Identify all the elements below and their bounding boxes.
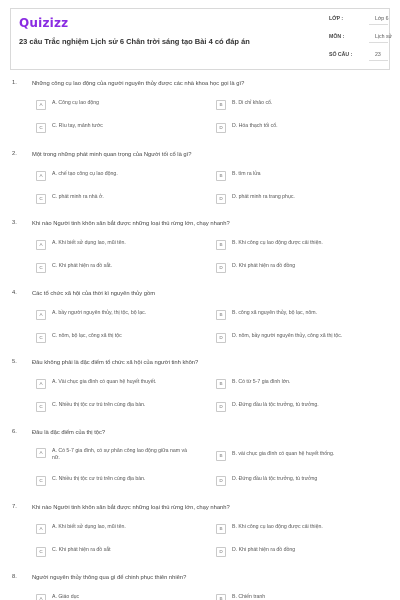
option-b[interactable] xyxy=(216,592,374,600)
option-text: B. tìm ra lửa xyxy=(232,171,261,177)
option-letter: C xyxy=(36,194,46,204)
option-text: C. phát minh ra nhà ở. xyxy=(52,194,104,200)
question-text: Đâu là đặc điểm của thị tộc? xyxy=(32,430,106,436)
option-letter: D xyxy=(216,333,226,343)
option-letter: D xyxy=(216,547,226,557)
option-letter: B xyxy=(216,594,226,600)
option-a[interactable] xyxy=(36,377,194,391)
option-text: B. Chiến tranh xyxy=(232,594,266,600)
option-a[interactable] xyxy=(36,522,194,536)
option-text: A. Khi biết sử dụng lao, mũi tên. xyxy=(52,240,126,246)
option-b[interactable] xyxy=(216,449,374,463)
option-text: C. nôm, bộ lạc, công xã thị tộc xyxy=(52,333,122,339)
option-a[interactable] xyxy=(36,98,194,112)
option-letter: B xyxy=(216,451,226,461)
option-text: D. Đứng đầu là tộc trưởng, tù trưởng xyxy=(232,476,318,482)
option-c[interactable] xyxy=(36,192,194,206)
option-text: C. Rìu tay, mảnh tước xyxy=(52,123,103,129)
question-number: 8. xyxy=(12,574,17,580)
option-text: A. Khi biết sử dụng lao, mũi tên. xyxy=(52,524,126,530)
option-text: B. Di chỉ khảo cổ. xyxy=(232,100,273,106)
worksheet-meta xyxy=(329,9,393,70)
meta-subject-value: Lịch sử xyxy=(375,34,393,40)
option-text: C. Nhiều thị tộc cư trú trên cùng địa bàn. xyxy=(52,402,146,408)
option-a[interactable] xyxy=(36,308,194,322)
option-b[interactable] xyxy=(216,308,374,322)
option-letter: B xyxy=(216,100,226,110)
option-letter: B xyxy=(216,524,226,534)
option-d[interactable] xyxy=(216,474,374,488)
option-text: A. Giáo dục xyxy=(52,594,80,600)
option-letter: A xyxy=(36,310,46,320)
meta-class-value: Lớp 6 xyxy=(375,16,389,22)
option-b[interactable] xyxy=(216,377,374,391)
option-a[interactable] xyxy=(36,238,194,252)
question-text: Những công cụ lao động của người nguyên thủy được các nhà khoa học gọi là gì? xyxy=(32,81,245,87)
question-number: 3. xyxy=(12,220,17,226)
quizizz-logo: Quizizz xyxy=(19,16,69,30)
meta-subject-label: MÔN : xyxy=(329,34,345,40)
option-text: B. Có từ 5-7 gia đình lớn. xyxy=(232,379,291,385)
meta-count-value: 23 xyxy=(375,52,381,58)
option-letter: A xyxy=(36,524,46,534)
question-4 xyxy=(0,290,400,362)
question-5 xyxy=(0,359,400,431)
question-7 xyxy=(0,504,400,576)
option-d[interactable] xyxy=(216,192,374,206)
option-text: A. bầy người nguyên thủy, thị tộc, bộ lạc. xyxy=(52,310,147,316)
meta-divider xyxy=(369,42,388,43)
option-b[interactable] xyxy=(216,238,374,252)
meta-count-label: SỐ CÂU : xyxy=(329,52,353,58)
option-letter: B xyxy=(216,379,226,389)
option-c[interactable] xyxy=(36,331,194,345)
option-c[interactable] xyxy=(36,121,194,135)
question-number: 4. xyxy=(12,290,17,296)
option-letter: C xyxy=(36,476,46,486)
option-text: B. vài chục gia đình có quan hệ huyết thống. xyxy=(232,451,335,457)
question-text: Người nguyên thủy thông qua gì để chinh phục thiên nhiên? xyxy=(32,575,187,581)
option-letter: B xyxy=(216,171,226,181)
option-text: C. Khi phát hiện ra đồ sắt. xyxy=(52,263,112,269)
option-text: C. Khi phát hiện ra đồ sắt xyxy=(52,547,111,553)
question-text: Một trong những phát minh quan trọng của Người tối cổ là gì? xyxy=(32,152,192,158)
option-text: A. Công cụ lao động xyxy=(52,100,100,106)
option-letter: D xyxy=(216,476,226,486)
question-text: Khi nào Người tinh khôn săn bắt được những loại thú rừng lớn, chạy nhanh? xyxy=(32,505,230,511)
option-d[interactable] xyxy=(216,261,374,275)
question-6 xyxy=(0,429,400,501)
option-letter: B xyxy=(216,240,226,250)
meta-class-row xyxy=(329,12,390,26)
option-letter: A xyxy=(36,594,46,600)
option-a[interactable] xyxy=(36,592,194,600)
option-b[interactable] xyxy=(216,98,374,112)
option-d[interactable] xyxy=(216,545,374,559)
option-text: D. phát minh ra trang phục. xyxy=(232,194,295,200)
option-text: C. Nhiều thị tộc cư trú trên cùng địa bàn. xyxy=(52,476,146,482)
option-c[interactable] xyxy=(36,261,194,275)
option-d[interactable] xyxy=(216,400,374,414)
option-letter: B xyxy=(216,310,226,320)
option-text: A. chế tạo công cụ lao động. xyxy=(52,171,118,177)
option-text: D. nôm, bầy người nguyên thủy, công xã thị tộc. xyxy=(232,333,343,339)
option-b[interactable] xyxy=(216,522,374,536)
option-text: D. Đứng đầu là tộc trưởng, tù trưởng. xyxy=(232,402,319,408)
question-number: 7. xyxy=(12,504,17,510)
option-text: B. Khi công cụ lao động được cải thiện. xyxy=(232,240,323,246)
option-letter: A xyxy=(36,171,46,181)
question-text: Đâu không phải là đặc điểm tổ chức xã hội của người tinh khôn? xyxy=(32,360,199,366)
question-2 xyxy=(0,151,400,223)
question-1 xyxy=(0,80,400,152)
question-8 xyxy=(0,574,400,600)
question-text: Các tổ chức xã hội của thời kì nguyên thủy gồm xyxy=(32,291,156,297)
meta-count-row xyxy=(329,48,390,62)
option-c[interactable] xyxy=(36,545,194,559)
option-text: D. Khi phát hiện ra đồ đồng xyxy=(232,263,296,269)
option-letter: D xyxy=(216,263,226,273)
meta-divider xyxy=(369,60,388,61)
option-text: A. Vài chục gia đình có quan hệ huyết thuyết. xyxy=(52,379,157,385)
option-c[interactable] xyxy=(36,474,194,488)
option-letter: D xyxy=(216,123,226,133)
option-d[interactable] xyxy=(216,331,374,345)
question-number: 5. xyxy=(12,359,17,365)
question-number: 2. xyxy=(12,151,17,157)
option-letter: A xyxy=(36,379,46,389)
option-a[interactable] xyxy=(36,169,194,183)
option-letter: A xyxy=(36,100,46,110)
option-letter: C xyxy=(36,333,46,343)
page-title: 23 câu Trắc nghiệm Lịch sử 6 Chân trời sáng tạo Bài 4 có đáp án xyxy=(19,37,250,46)
option-letter: A xyxy=(36,448,46,458)
option-letter: C xyxy=(36,263,46,273)
question-number: 1. xyxy=(12,80,17,86)
question-text: Khi nào Người tinh khôn săn bắt được những loại thú rừng lớn, chạy nhanh? xyxy=(32,221,230,227)
option-letter: D xyxy=(216,402,226,412)
meta-class-label: LỚP : xyxy=(329,16,344,22)
worksheet-header xyxy=(10,8,393,70)
meta-divider xyxy=(369,24,388,25)
option-d[interactable] xyxy=(216,121,374,135)
option-letter: D xyxy=(216,194,226,204)
option-a[interactable] xyxy=(36,446,194,464)
option-text: D. Hóa thạch tối cổ. xyxy=(232,123,278,129)
question-number: 6. xyxy=(12,429,17,435)
option-text: D. Khi phát hiện ra đồ đồng xyxy=(232,547,296,553)
option-letter: C xyxy=(36,547,46,557)
question-3 xyxy=(0,220,400,292)
option-b[interactable] xyxy=(216,169,374,183)
option-text: A. Có 5-7 gia đình, có sự phân công lao động giữa nam và nữ. xyxy=(52,448,187,461)
option-c[interactable] xyxy=(36,400,194,414)
meta-subject-row xyxy=(329,30,393,44)
option-letter: A xyxy=(36,240,46,250)
option-letter: C xyxy=(36,402,46,412)
option-text: B. Khi công cụ lao động được cải thiện. xyxy=(232,524,323,530)
option-text: B. công xã nguyên thủy, bộ lạc, nôm. xyxy=(232,310,317,316)
option-letter: C xyxy=(36,123,46,133)
